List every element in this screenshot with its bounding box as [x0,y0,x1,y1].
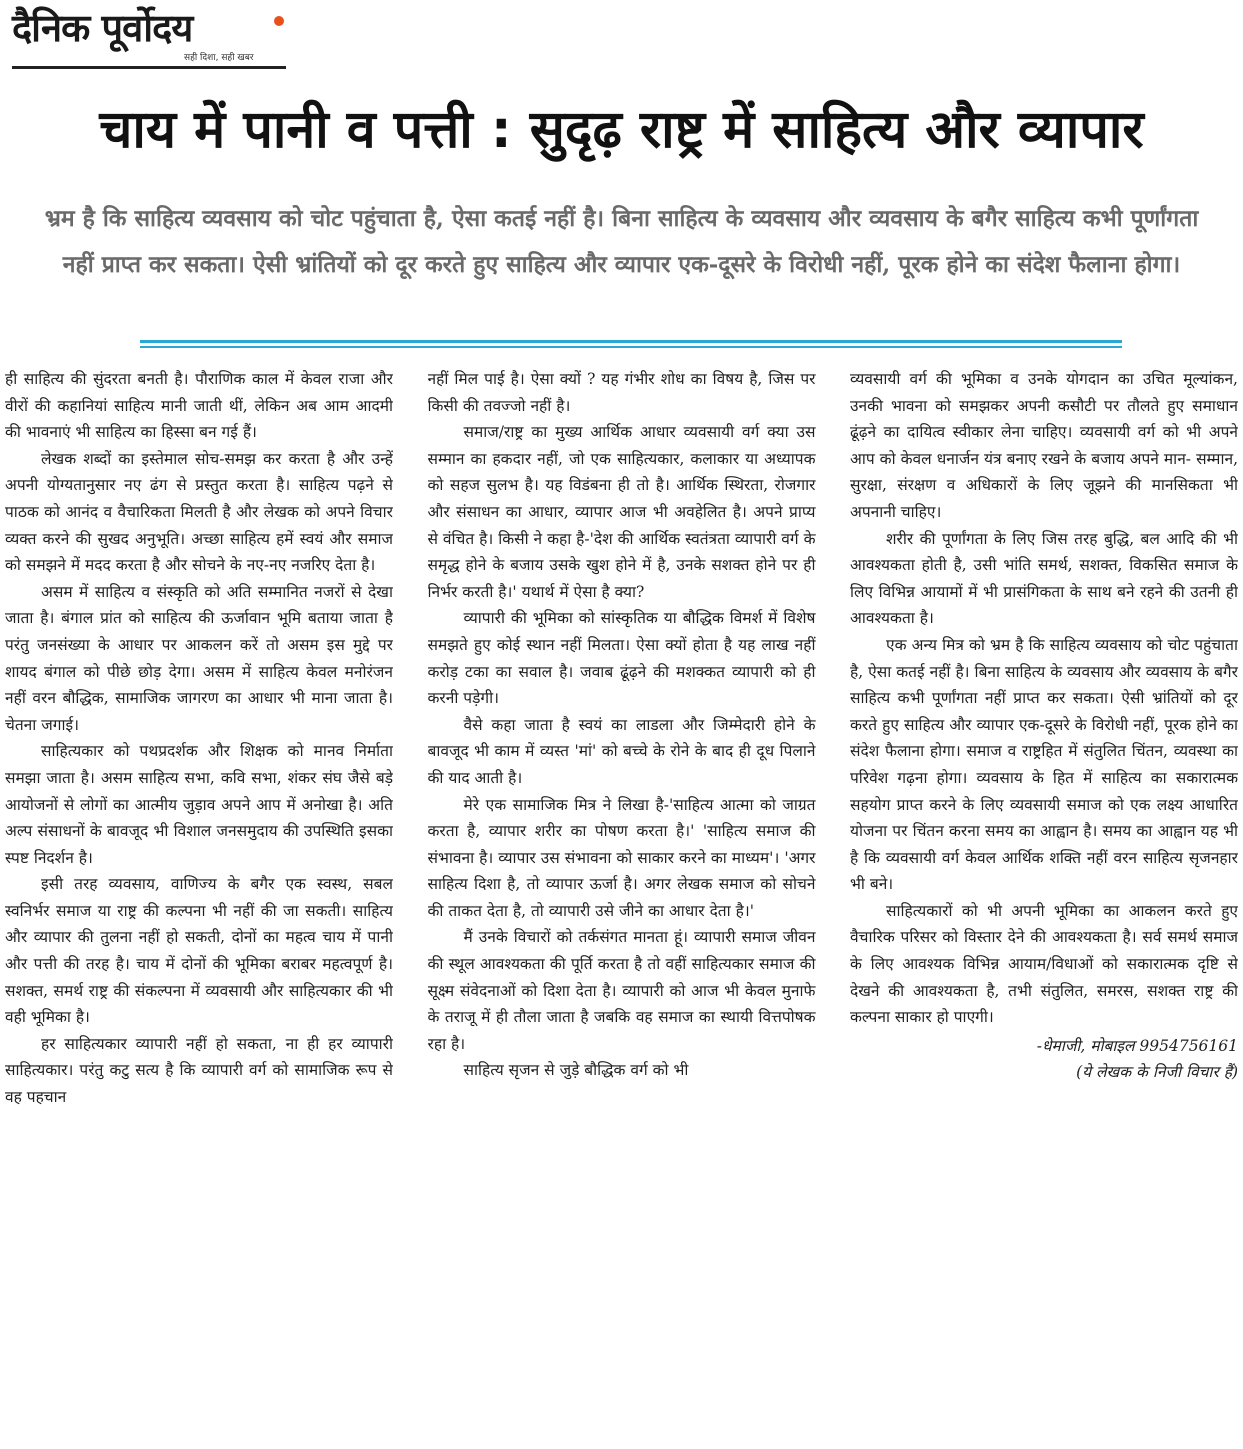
paragraph: शरीर की पूर्णांगता के लिए जिस तरह बुद्धि, बल आदि की भी आवश्यकता होती है, उसी भांति समर्थ, सशक्त, विकसित समाज के लिए विभिन्न आयामों में भी प्रासंगिकता के साथ बने रहने की उतनी ही आवश्यकता है। [850,529,1238,628]
paragraph: असम में साहित्य व संस्कृति को अति सम्मानित नजरों से देखा जाता है। बंगाल प्रांत को साहित्य की ऊर्जावान भूमि बताया जाता है परंतु जनसंख्या के आधार पर आकलन करें तो असम इस मुद्दे पर शायद बंगाल को पीछे छोड़ देगा। असम में साहित्य केवल मनोरंजन नहीं वरन बौद्धिक, सामाजिक जागरण का आधार भी माना जाता है। चेतना जगाई। [5,582,393,734]
paragraph: मेरे एक सामाजिक मित्र ने लिखा है-'साहित्य आत्मा को जाग्रत करता है, व्यापार शरीर का पोषण करता है।' 'साहित्य समाज की संभावना है। व्यापार उस संभावना को साकार करने का माध्यम'। 'अगर साहित्य दिशा है, तो व्यापार ऊर्जा है। अगर लेखक समाज को सोचने की ताकत देता है, तो व्यापारी उसे जीने का आधार देता है।' [427,795,816,920]
paragraph: व्यवसायी वर्ग की भूमिका व उनके योगदान का उचित मूल्यांकन, उनकी भावना को समझकर अपनी कसौटी पर तौलते हुए समाधान ढूंढ़ने का दायित्व स्वीकार लेना चाहिए। व्यवसायी वर्ग को भी अपने आप को केवल धनार्जन यंत्र बनाए रखने के बजाय अपने मान- सम्मान, सुरक्षा, संरक्षण व अधिकारों के लिए जूझने की मानसिकता भी अपनानी चाहिए। [850,370,1238,521]
paragraph: एक अन्य मित्र को भ्रम है कि साहित्य व्यवसाय को चोट पहुंचाता है, ऐसा कतई नहीं है। बिना साहित्य के व्यवसाय और व्यवसाय के बगैर साहित्य कभी पूर्णांगता नहीं प्राप्त कर सकता। ऐसी भ्रांतियों को दूर करते हुए साहित्य और व्यापार एक-दूसरे के विरोधी नहीं, पूरक होने का संदेश फैलाना होगा। समाज व राष्ट्रहित में संतुलित चिंतन, व्यवस्था का परिवेश गढ़ना होगा। व्यवसाय के हित में साहित्य का सकारात्मक सहयोग प्राप्त करने के लिए व्यवसायी समाज को एक लक्ष्य आधारित योजना पर चिंतन करना समय का आह्वान है। समय का आह्वान यह भी है कि व्यवसायी वर्ग केवल आर्थिक शक्ति नहीं वरन साहित्य सृजनहार भी बने। [850,635,1238,894]
article-body [5,366,1238,1441]
paragraph: नहीं मिल पाई है। ऐसा क्यों ? यह गंभीर शोध का विषय है, जिस पर किसी की तवज्जो नहीं है। [427,370,816,415]
article-headline: चाय में पानी व पत्ती : सुदृढ़ राष्ट्र में साहित्य और व्यापार [99,100,1144,160]
column-1 [5,366,393,1441]
disclaimer-note: (ये लेखक के निजी विचार हैं) [1076,1063,1238,1082]
headline-divider [140,340,1122,350]
paragraph: साहित्यकारों को भी अपनी भूमिका का आकलन करते हुए वैचारिक परिसर को विस्तार देने की आवश्यकता है। सर्व समर्थ समाज के लिए आवश्यक विभिन्न आयाम/विधाओं को सकारात्मक दृष्टि से देखने की आवश्यकता है, तभी संतुलित, समरस, सशक्त राष्ट्र की कल्पना साकार हो पाएगी। [850,901,1238,1027]
paragraph: ही साहित्य की सुंदरता बनती है। पौराणिक काल में केवल राजा और वीरों की कहानियां साहित्य मानी जाती थीं, लेकिन अब आम आदमी की भावनाएं भी साहित्य का हिस्सा बन गई हैं। [5,370,393,442]
article-deck: भ्रम है कि साहित्य व्यवसाय को चोट पहुंचाता है, ऐसा कतई नहीं है। बिना साहित्य के व्यवसाय और व्यवसाय के बगैर साहित्य कभी पूर्णांगता नहीं प्राप्त कर सकता। ऐसी भ्रांतियों को दूर करते हुए साहित्य और व्यापार एक-दूसरे के विरोधी नहीं, पूरक होने का संदेश फैलाना होगा। [44,205,1199,278]
newspaper-tagline: सही दिशा, सही खबर [184,53,254,63]
column-2 [428,366,816,1441]
logo-dot-icon [274,16,284,26]
newspaper-logo: दैनिक पूर्वोदय [12,6,193,50]
paragraph: हर साहित्यकार व्यापारी नहीं हो सकता, ना ही हर व्यापारी साहित्यकार। परंतु कटु सत्य है कि व्यापारी वर्ग को सामाजिक रूप से वह पहचान [5,1034,393,1107]
paragraph: समाज/राष्ट्र का मुख्य आर्थिक आधार व्यवसायी वर्ग क्या उस सम्मान का हकदार नहीं, जो एक साहित्यकार, कलाकार या अध्यापक को सहज सुलभ है। यह विडंबना ही तो है। आर्थिक स्थिरता, रोजगार और संसाधन का आधार, व्यापार आज भी अवहेलित है। अपने प्राप्य से वंचित है। किसी ने कहा है-'देश की आर्थिक स्वतंत्रता व्यापारी वर्ग के समृद्ध होने के बजाय उसके खुश होने में है, उनके सशक्त होने पर ही निर्भर करती है।' यथार्थ में ऐसा है क्या? [427,423,816,601]
column-3 [850,366,1238,1441]
masthead-rule [12,66,286,69]
paragraph: व्यापारी की भूमिका को सांस्कृतिक या बौद्धिक विमर्श में विशेष समझते हुए कोई स्थान नहीं मिलता। ऐसा क्यों होता है यह लाख नहीं करोड़ टका का सवाल है। जवाब ढूंढ़ने की मशक्कत व्यापारी को ही करनी पड़ेगी। [427,609,816,708]
paragraph: इसी तरह व्यवसाय, वाणिज्य के बगैर एक स्वस्थ, सबल स्वनिर्भर समाज या राष्ट्र की कल्पना भी नहीं की जा सकती। साहित्य और व्यापार की तुलना नहीं हो सकती, दोनों का महत्व चाय में पानी और पत्ती की तरह है। चाय में दोनों की भूमिका बराबर महत्वपूर्ण है। सशक्त, समर्थ राष्ट्र की संकल्पना में व्यवसायी और साहित्यकार की भी वही भूमिका है। [5,875,393,1027]
author-byline: -धेमाजी, मोबाइल 9954756161 [1036,1036,1238,1055]
masthead [12,6,287,72]
paragraph: मैं उनके विचारों को तर्कसंगत मानता हूं। व्यापारी समाज जीवन की स्थूल आवश्यकता की पूर्ति करता है तो वहीं साहित्यकार समाज की सूक्ष्म संवेदनाओं को दिशा देता है। व्यापारी को आज भी केवल मुनाफे के तराजू में ही तौला जाता है जबकि वह समाज का स्थायी वित्तपोषक रहा है। [427,928,816,1053]
paragraph: वैसे कहा जाता है स्वयं का लाडला और जिम्मेदारी होने के बावजूद भी काम में व्यस्त 'मां' को बच्चे के रोने के बाद ही दूध पिलाने की याद आती है। [427,715,816,787]
paragraph: साहित्य सृजन से जुड़े बौद्धिक वर्ग को भी [463,1061,689,1080]
paragraph: साहित्यकार को पथप्रदर्शक और शिक्षक को मानव निर्माता समझा जाता है। असम साहित्य सभा, कवि सभा, शंकर संघ जैसे बड़े आयोजनों से लोगों का आत्मीय जुड़ाव अपने आप में अनोखा है। अति अल्प संसाधनों के बावजूद भी विशाल जनसमुदाय की उपस्थिति इसका स्पष्ट निदर्शन है। [5,742,393,867]
paragraph: लेखक शब्दों का इस्तेमाल सोच-समझ कर करता है और उन्हें अपनी योग्यतानुसार नए ढंग से प्रस्तुत करता है। साहित्य पढ़ने से पाठक को आनंद व वैचारिकता मिलती है और लेखक को अपने विचार व्यक्त करने की सुखद अनुभूति। अच्छा साहित्य हमें स्वयं और समाज को समझने में मदद करता है और सोचने के नए-नए नजरिए देता है। [5,449,393,575]
